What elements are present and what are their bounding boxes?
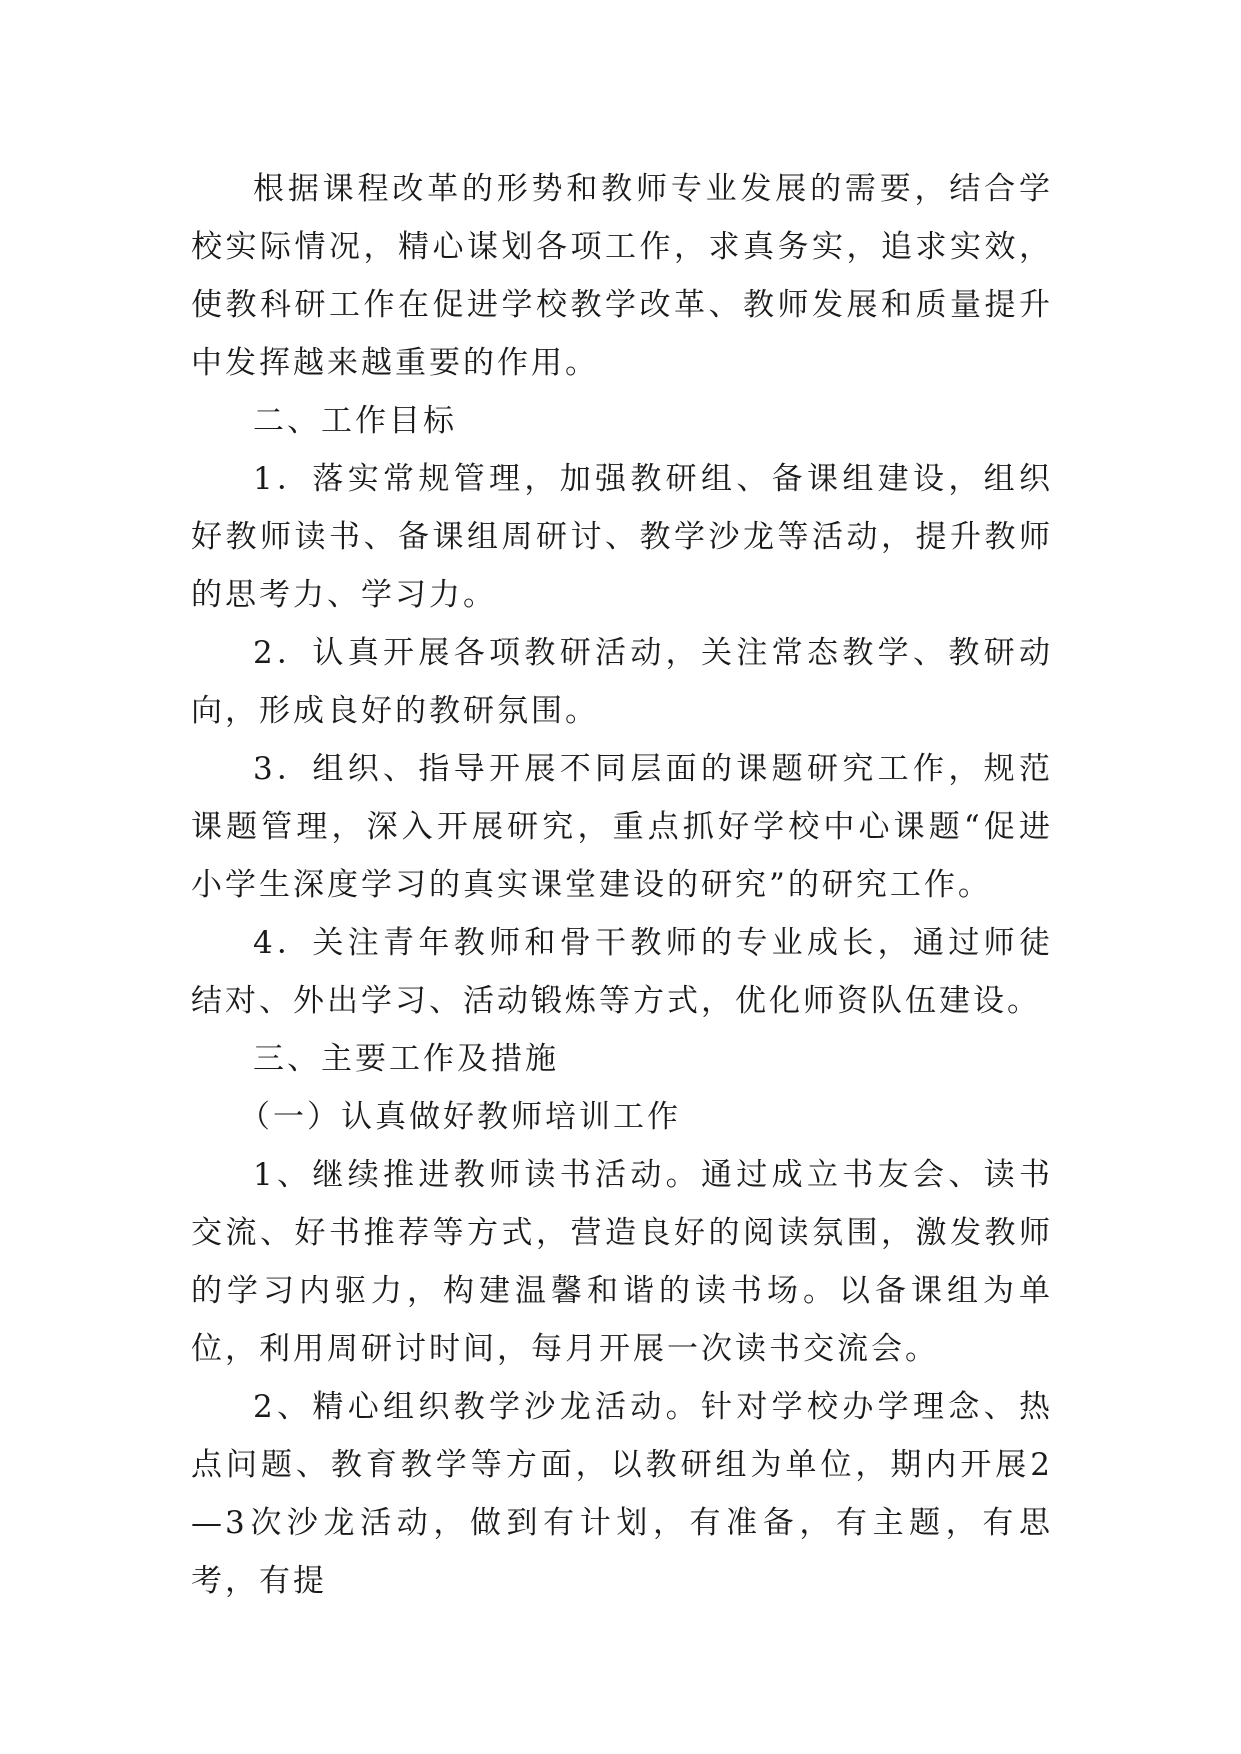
document-body [191,160,1053,1610]
section-heading-work-goals: 二、工作目标 [253,403,457,439]
goal-item-1: 1．落实常规管理，加强教研组、备课组建设，组织好教师读书、备课组周研讨、教学沙龙等活动，提升教师的思考力、学习力。 [191,461,1053,613]
subsection-heading-teacher-training: （一）认真做好教师培训工作 [239,1099,682,1135]
goal-item-2: 2．认真开展各项教研活动，关注常态教学、教研动向，形成良好的教研氛围。 [191,635,1053,729]
goal-item-4: 4．关注青年教师和骨干教师的专业成长，通过师徒结对、外出学习、活动锻炼等方式，优化师资队伍建设。 [191,925,1053,1019]
measure-item-1: 1、继续推进教师读书活动。通过成立书友会、读书交流、好书推荐等方式，营造良好的阅读氛围，激发教师的学习内驱力，构建温馨和谐的读书场。以备课组为单位，利用周研讨时间，每月开展一次读书交流会。 [191,1157,1053,1367]
section-heading-main-work: 三、主要工作及措施 [253,1041,559,1077]
paragraph-intro: 根据课程改革的形势和教师专业发展的需要，结合学校实际情况，精心谋划各项工作，求真务实，追求实效，使教科研工作在促进学校教学改革、教师发展和质量提升中发挥越来越重要的作用。 [191,171,1053,381]
goal-item-3: 3．组织、指导开展不同层面的课题研究工作，规范课题管理，深入开展研究，重点抓好学校中心课题“促进小学生深度学习的真实课堂建设的研究”的研究工作。 [191,751,1053,903]
measure-item-2: 2、精心组织教学沙龙活动。针对学校办学理念、热点问题、教育教学等方面，以教研组为单位，期内开展2—3次沙龙活动，做到有计划，有准备，有主题，有思考，有提 [191,1389,1053,1599]
